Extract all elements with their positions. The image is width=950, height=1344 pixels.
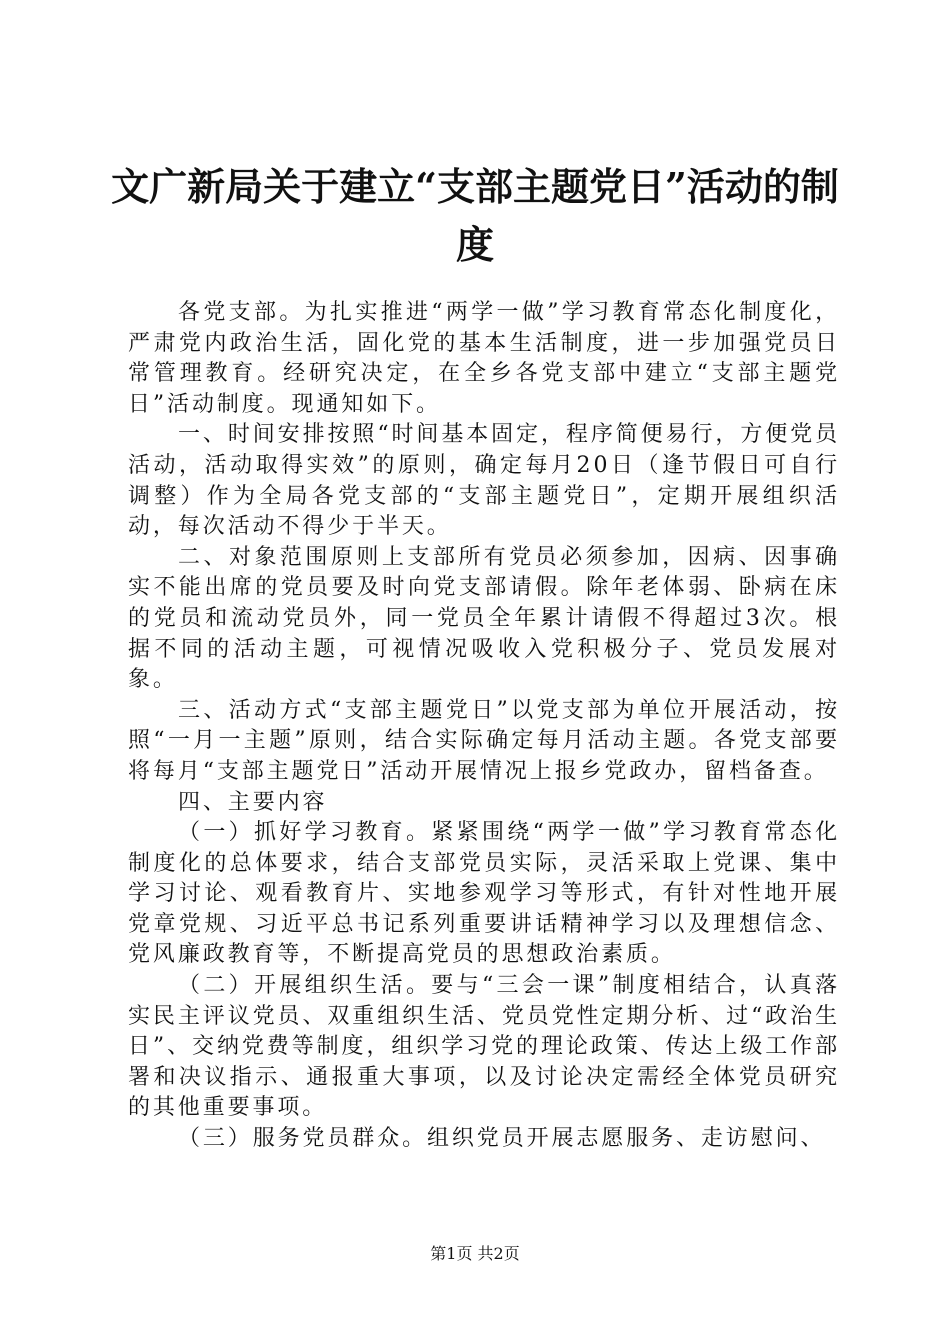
- page-footer: [0, 1244, 950, 1264]
- paragraph-serve-members: （三）服务党员群众。组织党员开展志愿服务、走访慰问、: [178, 1126, 826, 1152]
- paragraph-activity-format: 三、活动方式“支部主题党日”以党支部为单位开展活动，按照“一月一主题”原则，结合实际确定每月活动主题。各党支部要将每月“支部主题党日”活动开展情况上报乡党政办，留档备查。: [128, 697, 840, 784]
- paragraph-organization-life: （二）开展组织生活。要与“三会一课”制度相结合，认真落实民主评议党员、双重组织生活、党员党性定期分析、过“政治生日”、交纳党费等制度，组织学习党的理论政策、传达上级工作部署和决议指示、通报重大事项，以及讨论决定需经全体党员研究的其他重要事项。: [128, 973, 840, 1121]
- page-total: 共2页: [477, 1244, 520, 1263]
- page-number: 第1页: [430, 1244, 473, 1263]
- document-title: 文广新局关于建立“支部主题党日”活动的制度: [111, 164, 839, 267]
- paragraph-intro: 各党支部。为扎实推进“两学一做”学习教育常态化制度化，严肃党内政治生活，固化党的基本生活制度，进一步加强党员日常管理教育。经研究决定，在全乡各党支部中建立“支部主题党日”活动制度。现通知如下。: [128, 300, 840, 417]
- section-heading-main-content: 四、主要内容: [178, 789, 328, 815]
- document-body: [128, 298, 840, 1155]
- paragraph-participants: 二、对象范围原则上支部所有党员必须参加，因病、因事确实不能出席的党员要及时向党支部请假。除年老体弱、卧病在床的党员和流动党员外，同一党员全年累计请假不得超过3次。根据不同的活动主题，可视情况吸收入党积极分子、党员发展对象。: [128, 544, 840, 693]
- paragraph-study-education: （一）抓好学习教育。紧紧围绕“两学一做”学习教育常态化制度化的总体要求，结合支部党员实际，灵活采取上党课、集中学习讨论、观看教育片、实地参观学习等形式，有针对性地开展党章党规、习近平总书记系列重要讲话精神学习以及理想信念、党风廉政教育等，不断提高党员的思想政治素质。: [128, 820, 840, 968]
- paragraph-time-arrangement: 一、时间安排按照“时间基本固定，程序简便易行，方便党员活动，活动取得实效”的原则，确定每月20日（逢节假日可自行调整）作为全局各党支部的“支部主题党日”，定期开展组织活动，每次活动不得少于半天。: [128, 422, 840, 540]
